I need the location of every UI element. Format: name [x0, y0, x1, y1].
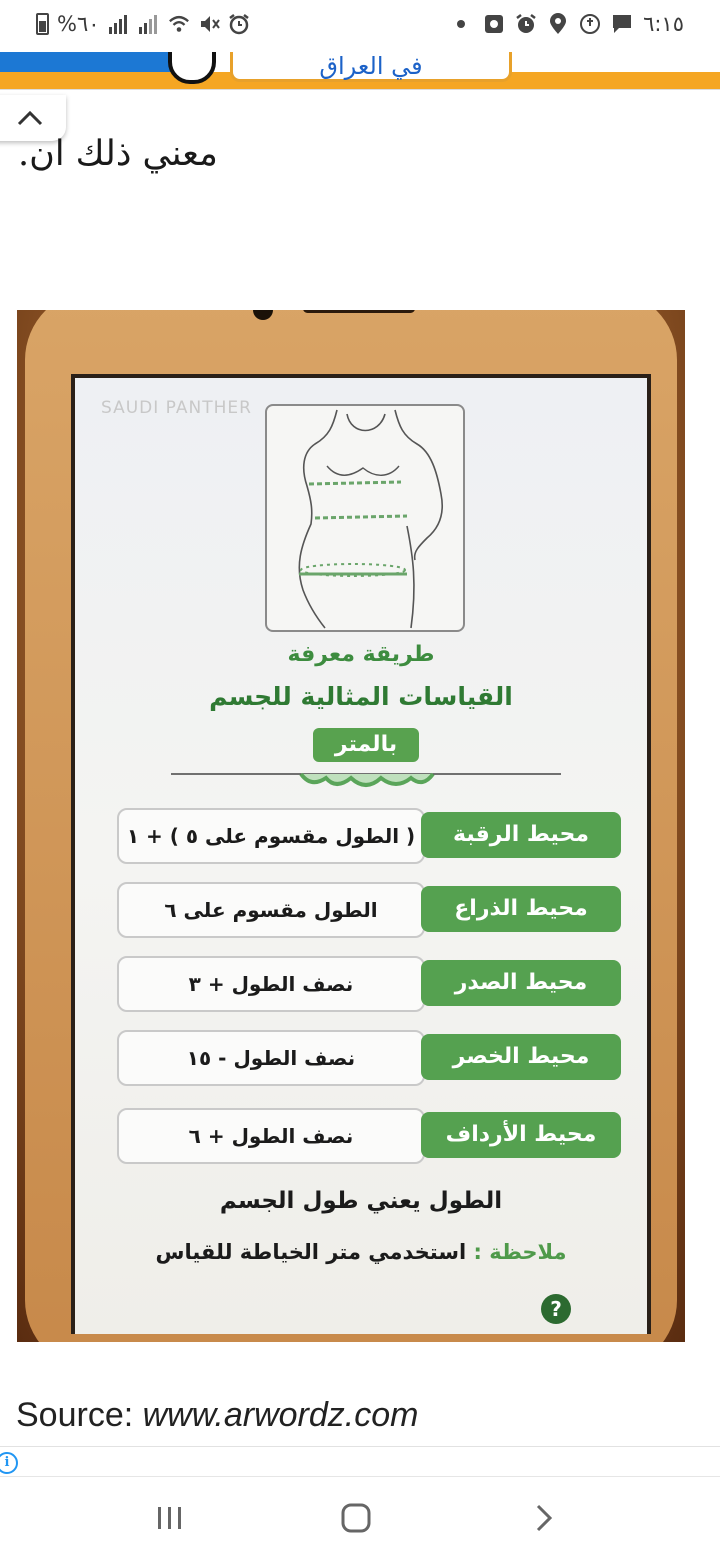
message-icon [611, 12, 633, 36]
status-bar [0, 0, 720, 52]
measurement-row-neck [117, 808, 621, 864]
banner-text: في العراق [230, 52, 512, 82]
measurement-value: ( الطول مقسوم على ٥ ) + ١ [117, 808, 425, 864]
chevron-up-icon [16, 109, 44, 127]
status-bar-right [457, 12, 684, 36]
watermark: SAUDI PANTHER [101, 398, 252, 418]
system-nav-bar [0, 1477, 720, 1560]
measurement-row-arm [117, 882, 621, 938]
image-source [16, 1396, 418, 1435]
article-image[interactable] [17, 310, 685, 1342]
location-icon [547, 12, 569, 36]
home-button[interactable] [326, 1493, 386, 1543]
wifi-icon [168, 12, 190, 36]
clock: ٦:١٥ [643, 12, 684, 36]
measurement-value: نصف الطول + ٣ [117, 956, 425, 1012]
height-note: الطول يعني طول الجسم [219, 1188, 503, 1214]
speaker-grille [303, 310, 415, 313]
vpn-icon [579, 12, 601, 36]
measurement-value: نصف الطول - ١٥ [117, 1030, 425, 1086]
banner-divider [0, 89, 720, 90]
recent-apps-icon [155, 1505, 185, 1531]
recent-apps-button[interactable] [140, 1493, 200, 1543]
top-ad-banner[interactable] [0, 52, 720, 92]
note-text: استخدمي متر الخياطة للقياس [155, 1240, 467, 1264]
dot-icon [457, 20, 465, 28]
info-icon[interactable]: i [0, 1452, 18, 1474]
measurement-label: محيط الأرداف [421, 1112, 621, 1158]
infographic-subtitle: طريقة معرفة [287, 642, 435, 667]
measurement-row-chest [117, 956, 621, 1012]
unit-badge: بالمتر [313, 728, 419, 762]
mute-icon [198, 12, 220, 36]
measurement-row-hips [117, 1108, 621, 1164]
help-icon: ? [541, 1294, 571, 1324]
status-bar-left [36, 12, 250, 36]
measurement-label: محيط الرقبة [421, 812, 621, 858]
back-button[interactable] [514, 1493, 574, 1543]
source-link[interactable]: www.arwordz.com [142, 1396, 419, 1434]
measurement-value: نصف الطول + ٦ [117, 1108, 425, 1164]
alarm-icon [515, 12, 537, 36]
measurement-label: محيط الصدر [421, 960, 621, 1006]
source-divider [0, 1446, 720, 1447]
article-text: معني ذلك ان. [18, 134, 218, 174]
measurement-row-waist [117, 1030, 621, 1086]
camera-icon [253, 310, 273, 320]
body-figure [265, 404, 465, 632]
phone-frame [25, 310, 677, 1342]
measurement-value: الطول مقسوم على ٦ [117, 882, 425, 938]
home-icon [340, 1502, 372, 1534]
source-label: Source: [16, 1396, 143, 1434]
measurement-label: محيط الذراع [421, 886, 621, 932]
alarm-icon [228, 12, 250, 36]
battery-percent: %٦٠ [57, 12, 100, 36]
screen-record-icon [483, 12, 505, 36]
signal-icon [108, 12, 130, 36]
phone-screen [71, 374, 651, 1334]
battery-icon [36, 13, 49, 35]
body-outline-icon [267, 406, 463, 630]
tape-note [75, 1240, 647, 1264]
signal-icon [138, 12, 160, 36]
ornament-divider [171, 768, 561, 794]
infographic-title: القياسات المثالية للجسم [209, 682, 513, 711]
note-label: ملاحظة : [473, 1240, 567, 1264]
measurement-label: محيط الخصر [421, 1034, 621, 1080]
chevron-right-icon [534, 1503, 554, 1533]
